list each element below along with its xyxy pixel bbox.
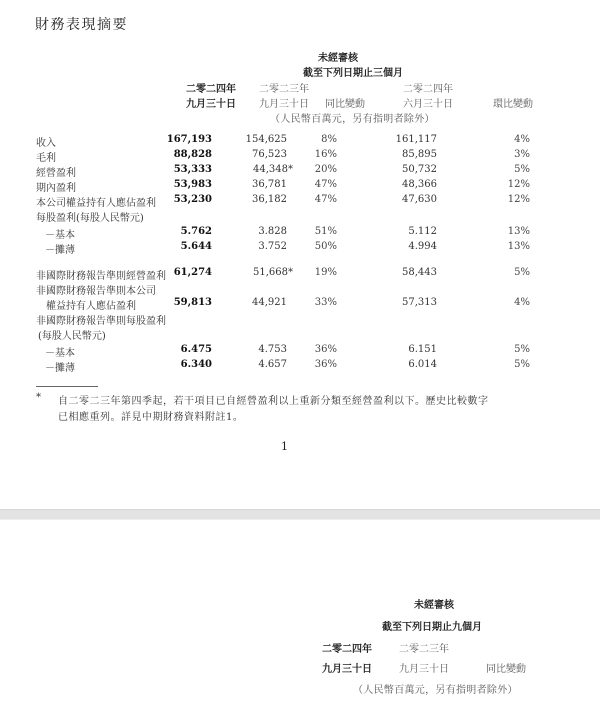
- cell-2023q3: 44,921: [252, 297, 287, 308]
- cell-2024q3: 53,983: [173, 179, 212, 190]
- cell-qoq: 3%: [514, 149, 530, 160]
- cell-2023q3: 154,625: [245, 134, 287, 145]
- table-row-period-profit: [0, 179, 600, 192]
- cell-qoq: 5%: [514, 267, 530, 278]
- cell-2024q2: 50,732: [402, 164, 437, 175]
- header-unit: （人民幣百萬元，另有指明者除外）: [270, 114, 435, 125]
- table-row-gross-profit: [0, 149, 600, 162]
- cell-2024q2: 161,117: [395, 134, 437, 145]
- cell-yoy: 47%: [314, 194, 337, 205]
- row-label: 非國際財務報告準則本公司: [36, 286, 156, 297]
- table-row-non-ifrs-eps-basic: [0, 344, 600, 357]
- cell-yoy: 50%: [314, 241, 337, 252]
- table-row-non-ifrs-eps-unit: [0, 327, 600, 340]
- cell-2024q3: 88,828: [173, 149, 212, 160]
- cell-qoq: 13%: [507, 241, 530, 252]
- cell-yoy: 47%: [314, 179, 337, 190]
- header-col2-year: 二零二三年: [399, 644, 449, 655]
- header-col2-year: 二零二三年: [259, 84, 309, 95]
- cell-2023q3: 36,182: [252, 194, 287, 205]
- cell-yoy: 36%: [314, 344, 337, 355]
- cell-yoy: 20%: [314, 164, 337, 175]
- header-col3-yoy: 同比變動: [325, 99, 365, 110]
- header-col1-year: 二零二四年: [186, 84, 236, 95]
- row-label: －基本: [45, 230, 75, 241]
- cell-2024q2: 57,313: [402, 297, 437, 308]
- table-row-non-ifrs-eps-header: [0, 312, 600, 325]
- header-col4-year: 二零二四年: [403, 84, 453, 95]
- header-col3-yoy: 同比變動: [486, 664, 526, 675]
- header-col1-date: 九月三十日: [322, 664, 372, 675]
- cell-yoy: 51%: [314, 226, 337, 237]
- table-row-eps-header: [0, 209, 600, 222]
- cell-2023q3: 51,668*: [253, 267, 293, 278]
- page-separator: [0, 509, 600, 520]
- row-label: 期內盈利: [36, 183, 76, 194]
- cell-yoy: 8%: [321, 134, 337, 145]
- row-label: －基本: [45, 348, 75, 359]
- footnote-marker: *: [36, 392, 42, 403]
- cell-qoq: 13%: [507, 226, 530, 237]
- cell-2023q3: 4.753: [258, 344, 287, 355]
- footnote-line-1: 自二零二三年第四季起，若干項目已自經營盈利以上重新分類至經營盈利以下。歷史比較數字: [58, 396, 489, 407]
- cell-2024q2: 85,895: [402, 149, 437, 160]
- header-unaudited: 未經審核: [318, 53, 358, 64]
- row-label: 本公司權益持有人應佔盈利: [36, 198, 156, 209]
- cell-2024q3: 53,230: [173, 194, 212, 205]
- row-label: 毛利: [36, 153, 56, 164]
- row-label: 非國際財務報告準則經營盈利: [36, 271, 166, 282]
- cell-yoy: 16%: [314, 149, 337, 160]
- header-col2-date: 九月三十日: [259, 99, 309, 110]
- cell-2024q2: 6.014: [408, 359, 437, 370]
- cell-2024q3: 53,333: [173, 164, 212, 175]
- row-label: －攤薄: [45, 245, 75, 256]
- cell-qoq: 5%: [514, 164, 530, 175]
- cell-qoq: 12%: [507, 194, 530, 205]
- cell-2024q2: 5.112: [408, 226, 437, 237]
- cell-2023q3: 76,523: [252, 149, 287, 160]
- cell-2024q3: 6.475: [180, 344, 212, 355]
- table-row-eps-diluted: [0, 241, 600, 254]
- footnote-line-2: 已相應重列。詳見中期財務資料附註1。: [58, 412, 244, 423]
- cell-qoq: 5%: [514, 344, 530, 355]
- cell-2023q3: 36,781: [252, 179, 287, 190]
- row-label: (每股人民幣元): [38, 331, 106, 342]
- header-unaudited: 未經審核: [414, 600, 454, 611]
- cell-yoy: 36%: [314, 359, 337, 370]
- cell-2023q3: 3.828: [258, 226, 287, 237]
- cell-yoy: 19%: [314, 267, 337, 278]
- header-col2-date: 九月三十日: [399, 664, 449, 675]
- table-row-non-ifrs-eps-diluted: [0, 359, 600, 372]
- table-row-operating-profit: [0, 164, 600, 177]
- cell-qoq: 12%: [507, 179, 530, 190]
- row-label: 經營盈利: [36, 168, 76, 179]
- table-row-non-ifrs-operating-profit: [0, 267, 600, 280]
- header-period: 截至下列日期止三個月: [303, 68, 403, 79]
- row-label: －攤薄: [45, 363, 75, 374]
- header-col5-qoq: 環比變動: [493, 99, 533, 110]
- cell-2024q2: 6.151: [408, 344, 437, 355]
- cell-2024q2: 48,366: [402, 179, 437, 190]
- cell-yoy: 33%: [314, 297, 337, 308]
- header-col1-year: 二零二四年: [322, 644, 372, 655]
- cell-2023q3: 4.657: [258, 359, 287, 370]
- cell-2024q3: 61,274: [173, 267, 212, 278]
- table-row-attributable-profit: [0, 194, 600, 207]
- header-unit: （人民幣百萬元，另有指明者除外）: [353, 685, 518, 696]
- cell-2024q3: 5.644: [180, 241, 212, 252]
- row-label: 權益持有人應佔盈利: [46, 301, 136, 312]
- table-row-eps-basic: [0, 226, 600, 239]
- row-label: 收入: [36, 138, 56, 149]
- cell-2024q2: 58,443: [402, 267, 437, 278]
- row-label: 每股盈利(每股人民幣元): [36, 213, 144, 224]
- header-period: 截至下列日期止九個月: [382, 622, 482, 633]
- cell-2024q3: 5.762: [180, 226, 212, 237]
- cell-qoq: 4%: [514, 134, 530, 145]
- cell-2023q3: 3.752: [258, 241, 287, 252]
- page-title: 財務表現摘要: [35, 17, 128, 33]
- page-number: 1: [281, 440, 288, 453]
- document-page-2: [0, 520, 600, 707]
- footnote-divider: [36, 386, 98, 387]
- table-row-non-ifrs-attributable-header: [0, 282, 600, 295]
- header-col4-date: 六月三十日: [403, 99, 453, 110]
- cell-2024q3: 59,813: [173, 297, 212, 308]
- row-label: 非國際財務報告準則每股盈利: [36, 316, 166, 327]
- cell-2023q3: 44,348*: [253, 164, 293, 175]
- cell-qoq: 4%: [514, 297, 530, 308]
- header-col1-date: 九月三十日: [186, 99, 236, 110]
- table-row-revenue: [0, 134, 600, 147]
- cell-2024q3: 6.340: [180, 359, 212, 370]
- table-row-non-ifrs-attributable-profit: [0, 297, 600, 310]
- cell-qoq: 5%: [514, 359, 530, 370]
- cell-2024q2: 4.994: [408, 241, 437, 252]
- cell-2024q2: 47,630: [402, 194, 437, 205]
- cell-2024q3: 167,193: [166, 134, 212, 145]
